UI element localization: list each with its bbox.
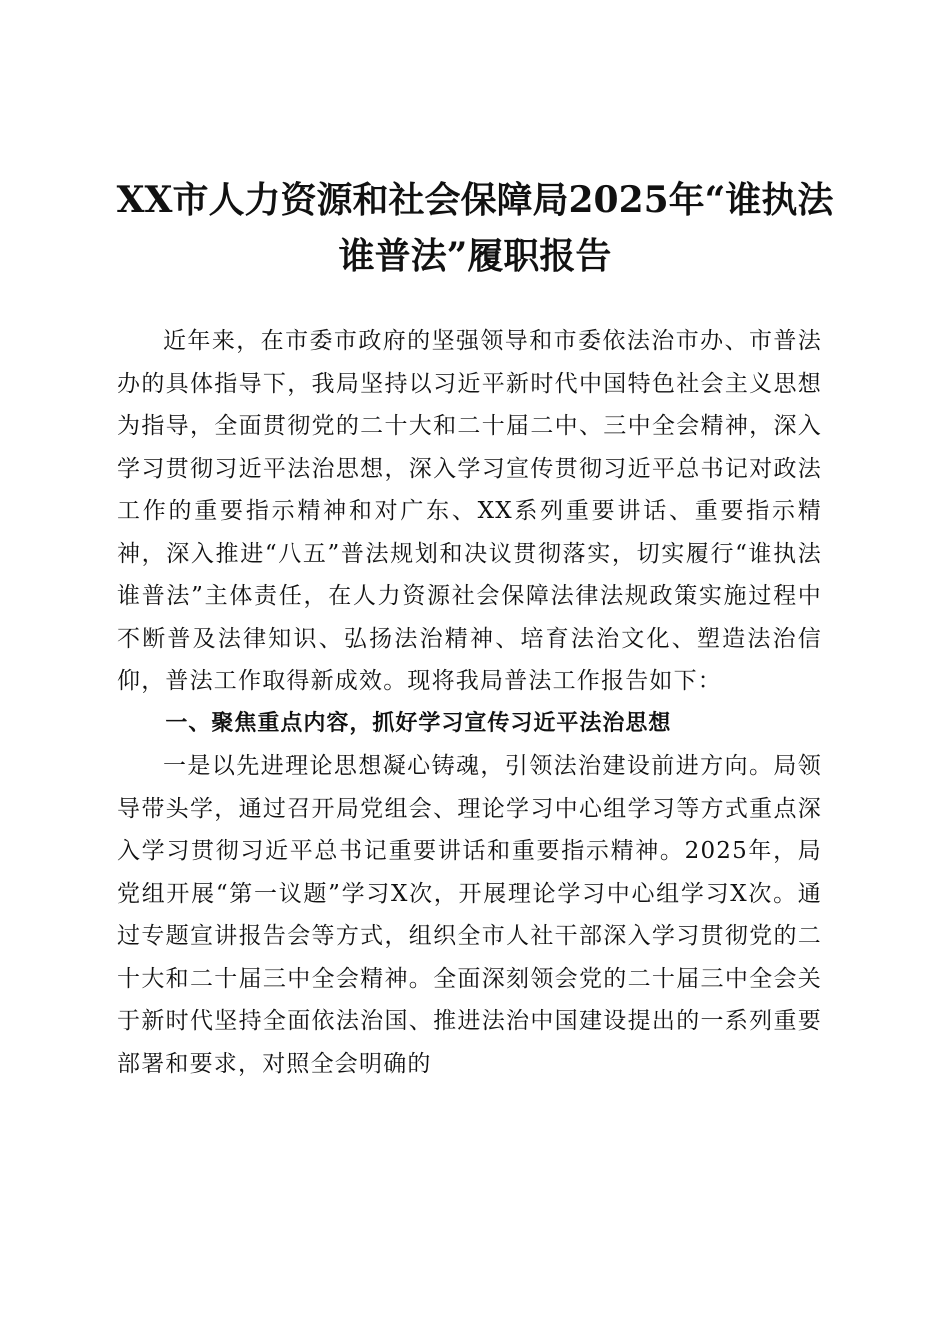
document-title — [110, 172, 840, 284]
title-line-2: 谁普法”履职报告 — [338, 235, 612, 278]
section-1-paragraph-1: 一是以先进理论思想凝心铸魂，引领法治建设前进方向。局领导带头学，通过召开局党组会、理论学习中心组学习等方式重点深入学习贯彻习近平总书记重要讲话和重要指示精神。2025年，局党组开展“第一议题”学习X次，开展理论学习中心组学习X次。通过专题宣讲报告会等方式，组织全市人社干部深入学习贯彻党的二十大和二十届三中全会精神。全面深刻领会党的二十届三中全会关于新时代坚持全面依法治国、推进法治中国建设提出的一系列重要部署和要求，对照全会明确的 — [117, 753, 822, 1077]
intro-paragraph: 近年来，在市委市政府的坚强领导和市委依法治市办、市普法办的具体指导下，我局坚持以习近平新时代中国特色社会主义思想为指导，全面贯彻党的二十大和二十届二中、三中全会精神，深入学习贯彻习近平法治思想，深入学习宣传贯彻习近平总书记对政法工作的重要指示精神和对广东、XX系列重要讲话、重要指示精神，深入推进“八五”普法规划和决议贯彻落实，切实履行“谁执法谁普法”主体责任，在人力资源社会保障法律法规政策实施过程中不断普及法律知识、弘扬法治精神、培育法治文化、塑造法治信仰，普法工作取得新成效。现将我局普法工作报告如下： — [117, 328, 822, 694]
document-body — [117, 320, 822, 1085]
section-1-heading: 一、聚焦重点内容，抓好学习宣传习近平法治思想 — [165, 710, 672, 736]
title-line-1: XX市人力资源和社会保障局2025年“谁执法 — [116, 179, 834, 222]
